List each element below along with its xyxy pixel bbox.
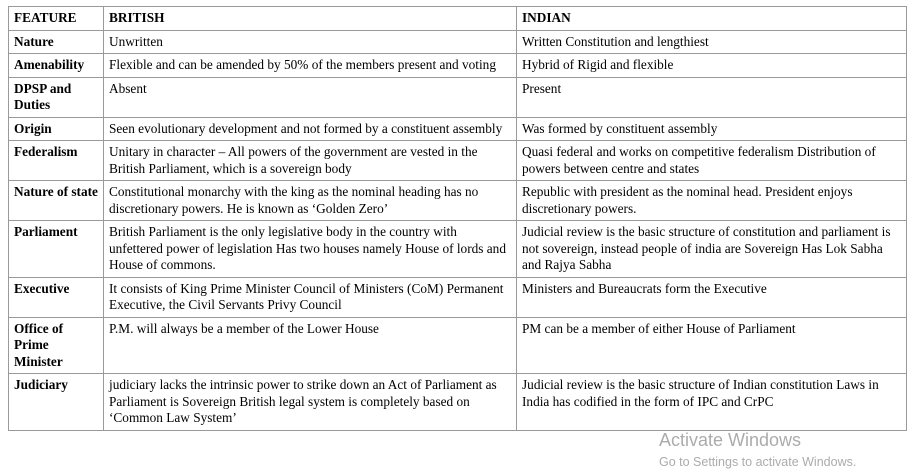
activate-windows-watermark [659, 429, 856, 470]
feature-cell: Federalism [9, 141, 104, 181]
feature-cell: Amenability [9, 54, 104, 78]
british-cell: Constitutional monarchy with the king as the nominal heading has no discretionary powers. He is known as ‘Golden Zero’ [104, 181, 517, 221]
british-cell: Absent [104, 77, 517, 117]
feature-cell: Nature [9, 30, 104, 54]
british-cell: P.M. will always be a member of the Lower House [104, 317, 517, 374]
indian-cell: Republic with president as the nominal head. President enjoys discretionary powers. [517, 181, 907, 221]
comparison-table [8, 6, 907, 431]
feature-cell: Parliament [9, 221, 104, 278]
indian-cell: Ministers and Bureaucrats form the Executive [517, 277, 907, 317]
feature-cell: Judiciary [9, 374, 104, 431]
british-cell: It consists of King Prime Minister Council of Ministers (CoM) Permanent Executive, the Civil Servants Privy Council [104, 277, 517, 317]
table-row [9, 30, 907, 54]
feature-cell: Executive [9, 277, 104, 317]
table-row [9, 277, 907, 317]
feature-cell: Nature of state [9, 181, 104, 221]
header-row [9, 7, 907, 31]
table-row [9, 54, 907, 78]
indian-cell: Written Constitution and lengthiest [517, 30, 907, 54]
table-row [9, 77, 907, 117]
indian-cell: Present [517, 77, 907, 117]
header-feature: FEATURE [9, 7, 104, 31]
british-cell: Unitary in character – All powers of the government are vested in the British Parliament, which is a sovereign body [104, 141, 517, 181]
table-row [9, 117, 907, 141]
watermark-subtitle: Go to Settings to activate Windows. [659, 455, 857, 469]
british-cell: British Parliament is the only legislative body in the country with unfettered power of legislation Has two houses namely House of lords and House of commons. [104, 221, 517, 278]
feature-cell: Office of Prime Minister [9, 317, 104, 374]
feature-cell: DPSP and Duties [9, 77, 104, 117]
table-row [9, 221, 907, 278]
table-row [9, 141, 907, 181]
header-british: BRITISH [104, 7, 517, 31]
british-cell: Seen evolutionary development and not formed by a constituent assembly [104, 117, 517, 141]
feature-cell: Origin [9, 117, 104, 141]
header-indian: INDIAN [517, 7, 907, 31]
indian-cell: Hybrid of Rigid and flexible [517, 54, 907, 78]
british-cell: judiciary lacks the intrinsic power to strike down an Act of Parliament as Parliament is Sovereign British legal system is completely based on ‘Common Law System’ [104, 374, 517, 431]
indian-cell: Was formed by constituent assembly [517, 117, 907, 141]
british-cell: Unwritten [104, 30, 517, 54]
watermark-title: Activate Windows [659, 430, 802, 450]
table-row [9, 181, 907, 221]
indian-cell: Judicial review is the basic structure of constitution and parliament is not sovereign, instead people of india are Sovereign Has Lok Sabha and Rajya Sabha [517, 221, 907, 278]
indian-cell: Judicial review is the basic structure of Indian constitution Laws in India has codified in the form of IPC and CrPC [517, 374, 907, 431]
table-row [9, 374, 907, 431]
indian-cell: Quasi federal and works on competitive federalism Distribution of powers between centre and states [517, 141, 907, 181]
table-row [9, 317, 907, 374]
indian-cell: PM can be a member of either House of Parliament [517, 317, 907, 374]
british-cell: Flexible and can be amended by 50% of the members present and voting [104, 54, 517, 78]
